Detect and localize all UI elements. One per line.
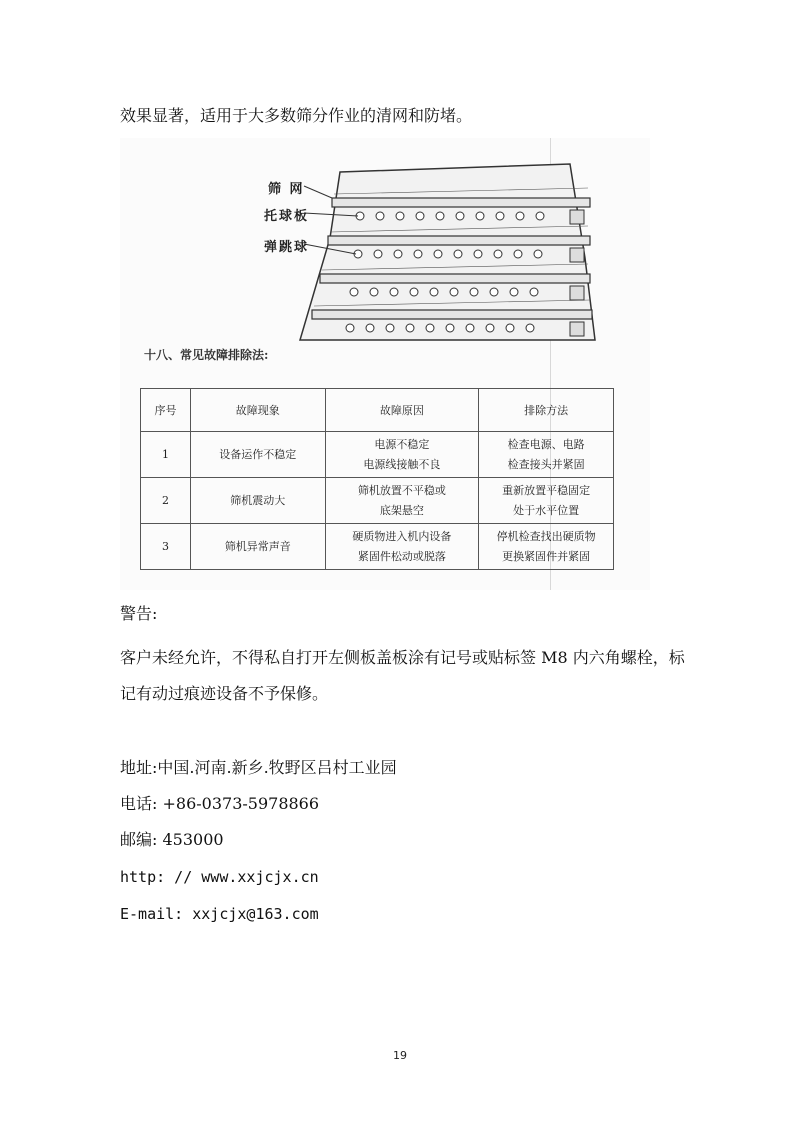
row-symptom: 筛机震动大	[190, 478, 325, 524]
screen-diagram	[264, 158, 610, 347]
row-cause	[325, 524, 479, 570]
contact-phone: 电话: +86-0373-5978866	[120, 794, 320, 813]
cause-line: 筛机放置不平稳或	[357, 483, 446, 497]
label-bouncing-ball: 弹跳球	[264, 240, 310, 255]
page-number: 19	[393, 1049, 407, 1062]
label-ball-tray: 托球板	[264, 209, 310, 224]
row-symptom: 设备运作不稳定	[190, 432, 325, 478]
fix-line: 更换紧固件并紧固	[502, 549, 591, 563]
row-cause	[325, 478, 479, 524]
contact-email[interactable]: E-mail: xxjcjx@163.com	[120, 905, 319, 923]
warning-line-1: 客户未经允许，不得私自打开左侧板盖板涂有记号或贴标签 M8 内六角螺栓，标	[120, 648, 685, 667]
table-row	[141, 478, 614, 524]
cause-line: 电源线接触不良	[363, 457, 441, 471]
contact-address: 地址:中国.河南.新乡.牧野区吕村工业园	[120, 758, 397, 777]
table-header-row	[141, 389, 614, 432]
header-cause: 故障原因	[325, 389, 479, 432]
row-fix	[479, 524, 614, 570]
cause-line: 底架悬空	[379, 503, 424, 517]
table-row	[141, 524, 614, 570]
row-symptom: 筛机异常声音	[190, 524, 325, 570]
row-cause	[325, 432, 479, 478]
warning-title: 警告:	[120, 604, 158, 623]
scanned-image	[120, 138, 650, 590]
header-fix: 排除方法	[479, 389, 614, 432]
fix-line: 停机检查找出硬质物	[496, 529, 596, 543]
fix-line: 重新放置平稳固定	[502, 483, 591, 497]
row-num: 1	[141, 432, 191, 478]
contact-postcode: 邮编: 453000	[120, 830, 224, 849]
fix-line: 处于水平位置	[513, 503, 580, 517]
row-num: 2	[141, 478, 191, 524]
intro-text: 效果显著，适用于大多数筛分作业的清网和防堵。	[120, 106, 473, 125]
warning-line-2: 记有动过痕迹设备不予保修。	[120, 684, 329, 703]
header-symptom: 故障现象	[190, 389, 325, 432]
label-screen: 筛 网	[268, 182, 305, 197]
row-fix	[479, 478, 614, 524]
fix-line: 检查电源、电路	[507, 437, 585, 451]
row-num: 3	[141, 524, 191, 570]
header-num: 序号	[141, 389, 191, 432]
fault-table	[140, 388, 614, 570]
table-row	[141, 432, 614, 478]
cause-line: 紧固件松动或脱落	[357, 549, 446, 563]
fix-line: 检查接头并紧固	[507, 457, 585, 471]
contact-website[interactable]: http: // www.xxjcjx.cn	[120, 868, 319, 886]
cause-line: 硬质物进入机内设备	[352, 529, 452, 543]
section-title: 十八、常见故障排除法:	[144, 348, 269, 362]
cause-line: 电源不稳定	[374, 437, 430, 451]
screen-diagram-drawing	[270, 158, 610, 343]
row-fix	[479, 432, 614, 478]
